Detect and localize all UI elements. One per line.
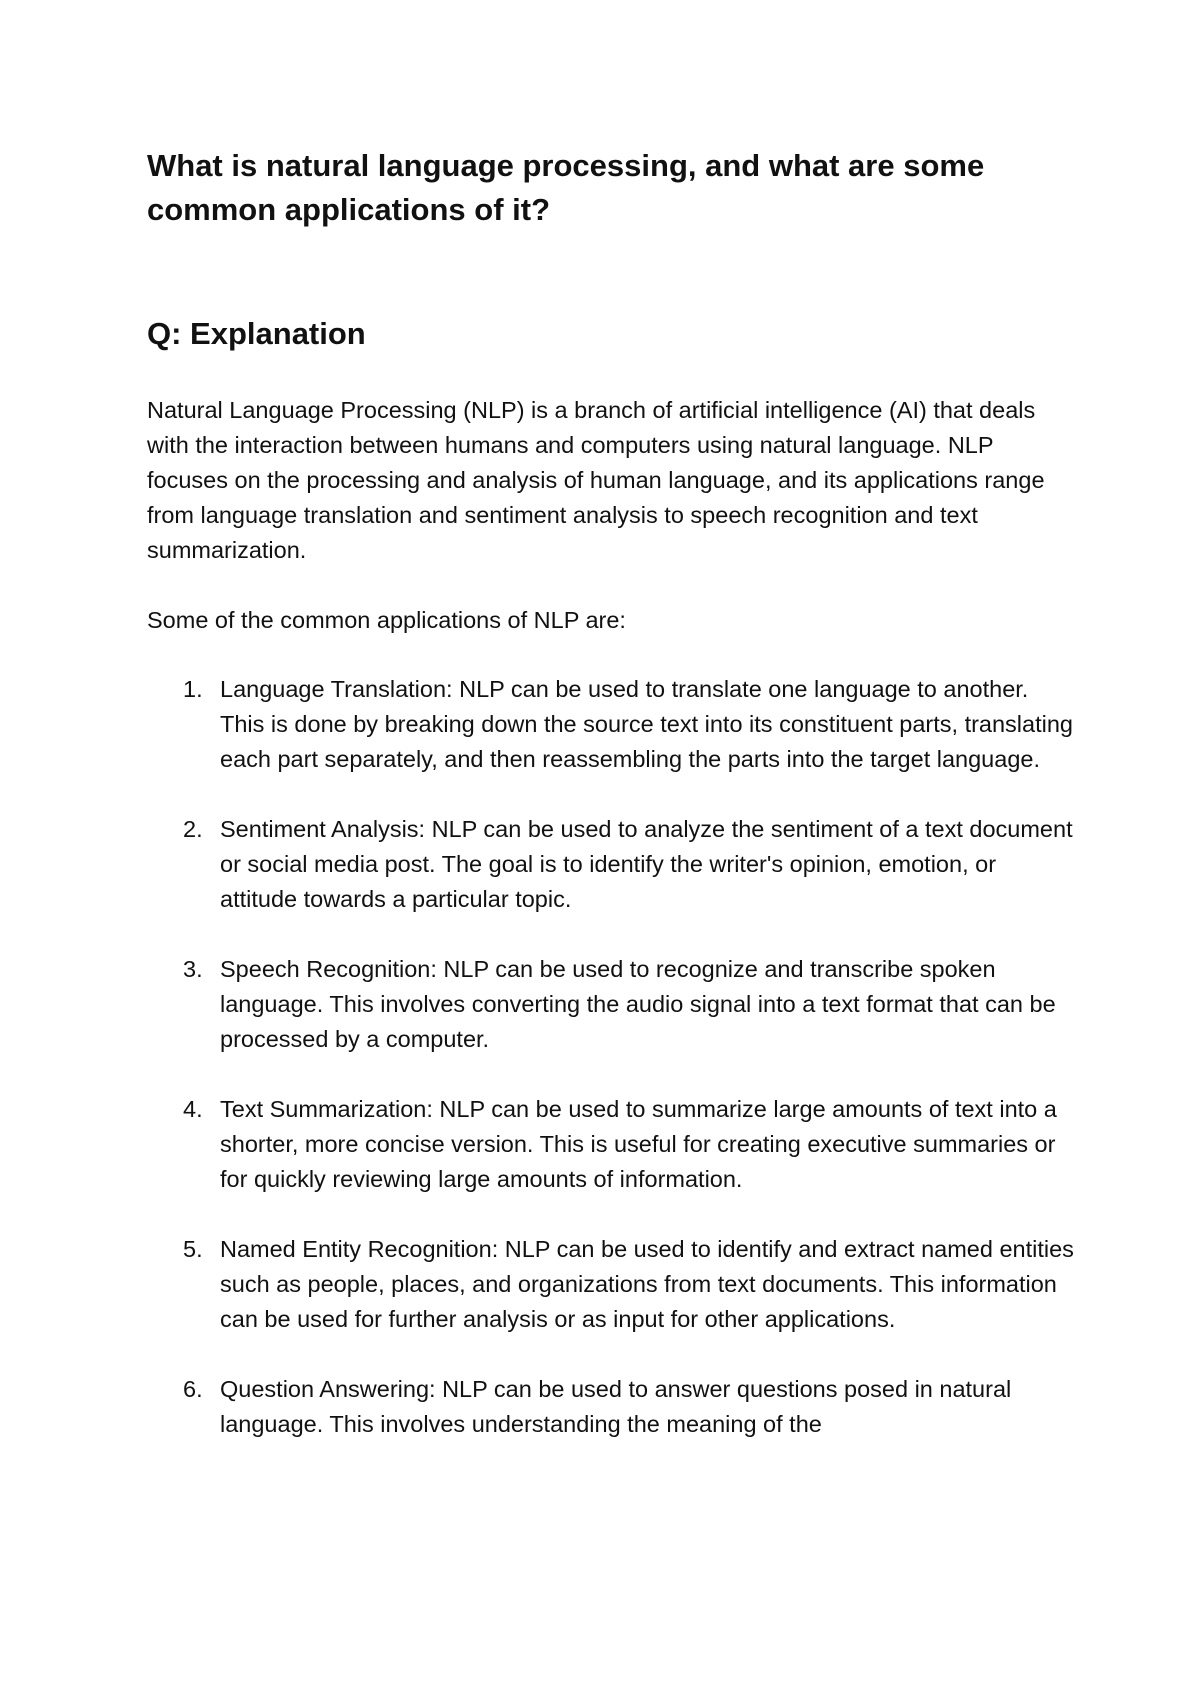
list-item [147,672,1077,777]
applications-lead: Some of the common applications of NLP are: [147,607,626,633]
section-heading: Q: Explanation [147,316,366,351]
list-item-description: NLP can be used to identify and extract named entities such as people, places, and organizations from text documents. This information can be used for further analysis or as input for other applications. [220,1236,1074,1332]
list-item-description: NLP can be used to recognize and transcribe spoken language. This involves converting the audio signal into a text format that can be processed by a computer. [220,956,1056,1052]
list-item-title: Question Answering: [220,1376,436,1402]
list-item-text [220,952,1077,1057]
list-item [147,1372,1077,1442]
list-item [147,1092,1077,1197]
list-item [147,952,1077,1057]
list-item-text [220,1372,1077,1442]
list-item-text [220,672,1077,777]
document-title: What is natural language processing, and what are some common applications of it? [147,148,985,227]
list-item-title: Language Translation: [220,676,453,702]
list-item-title: Named Entity Recognition: [220,1236,499,1262]
list-item-text [220,1092,1077,1197]
list-item-text [220,1232,1077,1337]
list-item [147,812,1077,917]
list-item-number: 4. [183,1096,203,1122]
list-item-description: NLP can be used to summarize large amounts of text into a shorter, more concise version. This is useful for creating executive summaries or for quickly reviewing large amounts of information. [220,1096,1057,1192]
intro-paragraph: Natural Language Processing (NLP) is a branch of artificial intelligence (AI) that deals with the interaction between humans and computers using natural language. NLP focuses on the processing and analysis of human language, and its applications range from language translation and sentiment analysis to speech recognition and text summarization. [147,397,1045,563]
list-item-description: NLP can be used to analyze the sentiment of a text document or social media post. The goal is to identify the writer's opinion, emotion, or attitude towards a particular topic. [220,816,1073,912]
list-item-title: Sentiment Analysis: [220,816,426,842]
list-item-number: 2. [183,816,203,842]
list-item-text [220,812,1077,917]
list-item-number: 1. [183,676,203,702]
list-item-number: 3. [183,956,203,982]
list-item-description: NLP can be used to answer questions posed in natural language. This involves understanding the meaning of the [220,1376,1012,1437]
list-item [147,1232,1077,1337]
list-item-number: 6. [183,1376,203,1402]
list-item-number: 5. [183,1236,203,1262]
list-item-title: Text Summarization: [220,1096,433,1122]
applications-list [147,672,1077,1477]
list-item-title: Speech Recognition: [220,956,437,982]
list-item-description: NLP can be used to translate one language to another. This is done by breaking down the source text into its constituent parts, translating each part separately, and then reassembling the parts into the target language. [220,676,1073,772]
